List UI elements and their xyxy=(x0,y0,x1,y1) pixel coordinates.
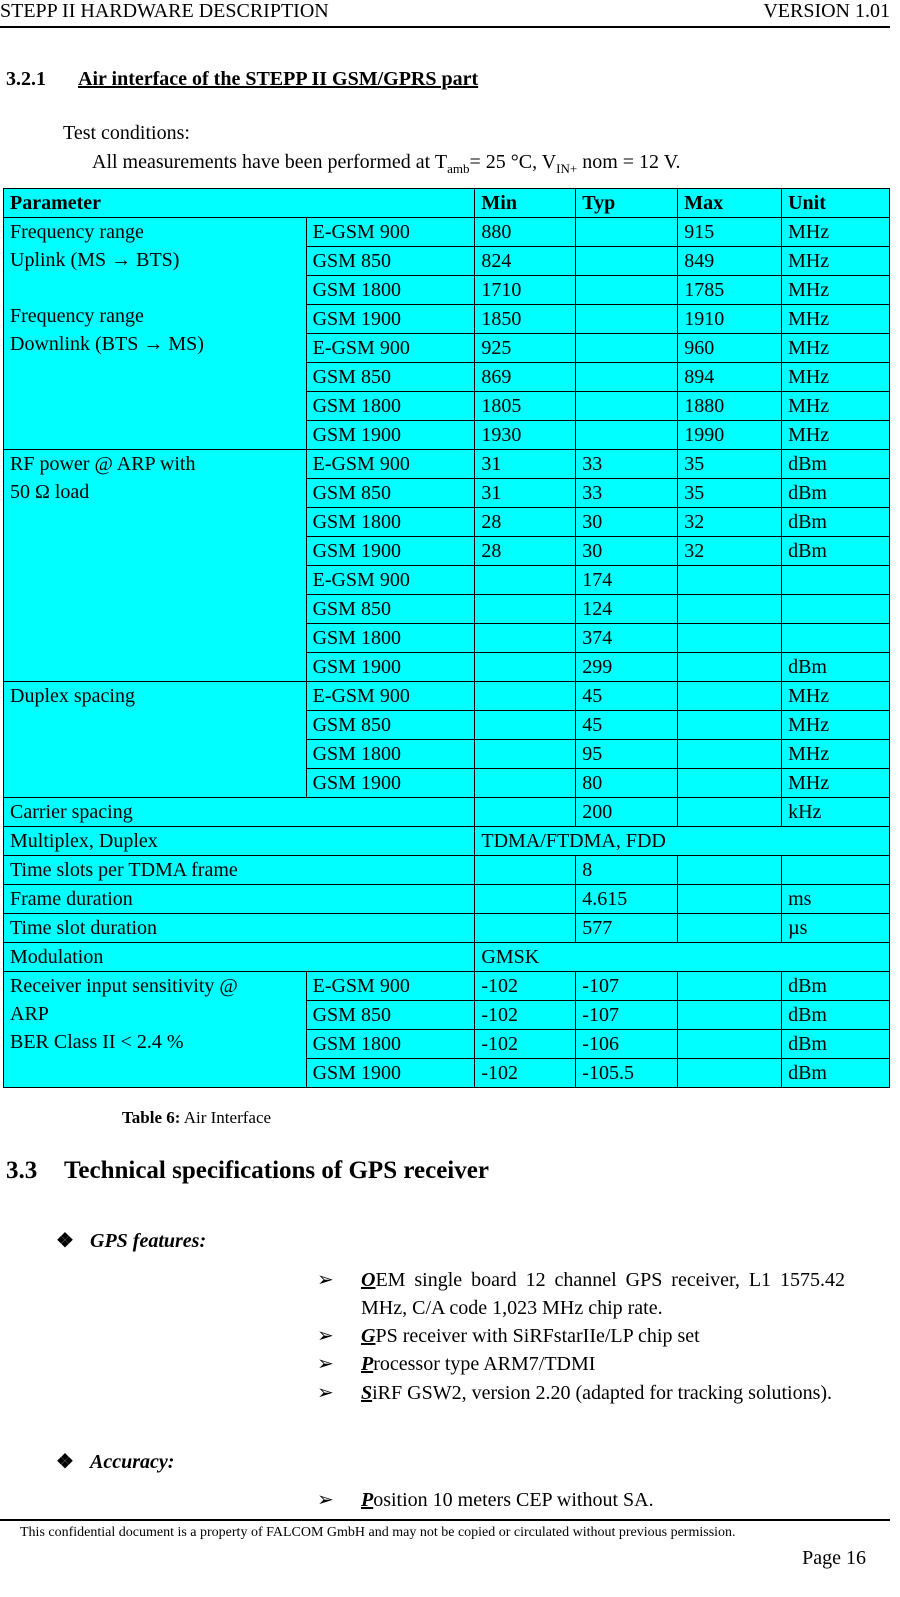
value-cell: GMSK xyxy=(475,943,890,972)
typ-cell: 80 xyxy=(576,769,678,798)
gps-feature-item: ➢ Processor type ARM7/TDMI xyxy=(317,1350,845,1378)
min-cell: 28 xyxy=(475,508,576,537)
min-cell xyxy=(475,798,576,827)
typ-cell: 200 xyxy=(576,798,678,827)
unit-cell: dBm xyxy=(782,653,890,682)
max-cell: 1785 xyxy=(678,276,782,305)
unit-cell: kHz xyxy=(782,798,890,827)
band-cell: GSM 1800 xyxy=(306,624,475,653)
table-row xyxy=(4,798,890,827)
arrow-bullet-icon: ➢ xyxy=(317,1353,334,1375)
rf-power-label: RF power @ ARP with 50 Ω load xyxy=(4,450,307,682)
modulation-label: Modulation xyxy=(4,943,475,972)
typ-cell xyxy=(576,305,678,334)
table-row xyxy=(4,972,890,1001)
confidential-note: This confidential document is a property of FALCOM GmbH and may not be copied or circulated without previous permission. xyxy=(20,1525,736,1540)
min-cell: -102 xyxy=(475,972,576,1001)
band-cell: GSM 850 xyxy=(306,247,475,276)
band-cell: E-GSM 900 xyxy=(306,972,475,1001)
band-cell: GSM 1800 xyxy=(306,276,475,305)
max-cell: 849 xyxy=(678,247,782,276)
min-cell: 925 xyxy=(475,334,576,363)
typ-cell xyxy=(576,334,678,363)
typ-cell: 33 xyxy=(576,479,678,508)
header-unit: Unit xyxy=(782,189,890,218)
unit-cell: MHz xyxy=(782,769,890,798)
max-cell: 35 xyxy=(678,450,782,479)
max-cell xyxy=(678,972,782,1001)
min-cell xyxy=(475,711,576,740)
header-version: VERSION 1.01 xyxy=(763,0,890,22)
table-row xyxy=(4,450,890,479)
max-cell xyxy=(678,1001,782,1030)
min-cell: -102 xyxy=(475,1030,576,1059)
min-cell xyxy=(475,885,576,914)
arrow-bullet-icon: ➢ xyxy=(317,1382,334,1404)
min-cell xyxy=(475,914,576,943)
max-cell: 32 xyxy=(678,537,782,566)
typ-cell xyxy=(576,247,678,276)
section2-heading: 3.3 Technical specifications of GPS receiver xyxy=(6,1157,489,1184)
table-row xyxy=(4,914,890,943)
max-cell xyxy=(678,653,782,682)
max-cell: 915 xyxy=(678,218,782,247)
band-cell: E-GSM 900 xyxy=(306,334,475,363)
header-parameter: Parameter xyxy=(4,189,475,218)
max-cell xyxy=(678,595,782,624)
carrier-spacing-label: Carrier spacing xyxy=(4,798,475,827)
band-cell: GSM 850 xyxy=(306,479,475,508)
frequency-range-label: Frequency range Uplink (MS → BTS) Frequency range Downlink (BTS → MS) xyxy=(4,218,307,450)
max-cell xyxy=(678,1030,782,1059)
header-typ: Typ xyxy=(576,189,678,218)
min-cell xyxy=(475,769,576,798)
band-cell: GSM 850 xyxy=(306,595,475,624)
diamond-bullet-icon: ❖ xyxy=(56,1451,74,1473)
band-cell: GSM 850 xyxy=(306,363,475,392)
typ-cell: 374 xyxy=(576,624,678,653)
unit-cell: dBm xyxy=(782,1001,890,1030)
unit-cell: dBm xyxy=(782,1030,890,1059)
page-footer xyxy=(0,1519,890,1569)
band-cell: E-GSM 900 xyxy=(306,218,475,247)
typ-cell: 299 xyxy=(576,653,678,682)
gps-feature-item: ➢ SiRF GSW2, version 2.20 (adapted for tracking solutions). xyxy=(317,1379,845,1407)
unit-cell: MHz xyxy=(782,711,890,740)
unit-cell: MHz xyxy=(782,363,890,392)
max-cell xyxy=(678,740,782,769)
min-cell: 880 xyxy=(475,218,576,247)
header-max: Max xyxy=(678,189,782,218)
typ-cell: 30 xyxy=(576,508,678,537)
unit-cell xyxy=(782,595,890,624)
gps-features-heading: ❖ GPS features: xyxy=(56,1230,207,1252)
duplex-spacing-label: Duplex spacing xyxy=(4,682,307,798)
header-title: STEPP II HARDWARE DESCRIPTION xyxy=(0,0,329,22)
unit-cell xyxy=(782,624,890,653)
accuracy-heading: ❖ Accuracy: xyxy=(56,1451,175,1473)
typ-cell: 45 xyxy=(576,682,678,711)
min-cell: 31 xyxy=(475,479,576,508)
typ-cell: 124 xyxy=(576,595,678,624)
section-heading xyxy=(6,68,478,91)
table-row xyxy=(4,885,890,914)
multiplex-label: Multiplex, Duplex xyxy=(4,827,475,856)
value-cell: TDMA/FTDMA, FDD xyxy=(475,827,890,856)
min-cell xyxy=(475,624,576,653)
typ-cell xyxy=(576,392,678,421)
max-cell: 960 xyxy=(678,334,782,363)
typ-cell: 577 xyxy=(576,914,678,943)
band-cell: GSM 1900 xyxy=(306,653,475,682)
slot-duration-label: Time slot duration xyxy=(4,914,475,943)
max-cell xyxy=(678,856,782,885)
unit-cell: MHz xyxy=(782,305,890,334)
band-cell: GSM 1900 xyxy=(306,421,475,450)
max-cell xyxy=(678,769,782,798)
header-min: Min xyxy=(475,189,576,218)
unit-cell xyxy=(782,566,890,595)
table-row xyxy=(4,189,890,218)
min-cell: 1930 xyxy=(475,421,576,450)
unit-cell: ms xyxy=(782,885,890,914)
sensitivity-label: Receiver input sensitivity @ ARP BER Class II < 2.4 % xyxy=(4,972,307,1088)
min-cell xyxy=(475,653,576,682)
max-cell: 894 xyxy=(678,363,782,392)
test-conditions-label: Test conditions: xyxy=(63,122,190,144)
min-cell: -102 xyxy=(475,1059,576,1088)
min-cell xyxy=(475,566,576,595)
typ-cell: 33 xyxy=(576,450,678,479)
band-cell: E-GSM 900 xyxy=(306,566,475,595)
table-row xyxy=(4,943,890,972)
arrow-bullet-icon: ➢ xyxy=(317,1325,334,1347)
unit-cell: dBm xyxy=(782,479,890,508)
gps-feature-item: ➢ GPS receiver with SiRFstarIIe/LP chip set xyxy=(317,1322,845,1350)
max-cell: 1990 xyxy=(678,421,782,450)
min-cell: 28 xyxy=(475,537,576,566)
unit-cell: MHz xyxy=(782,334,890,363)
unit-cell: MHz xyxy=(782,392,890,421)
table-caption: Table 6: Air Interface xyxy=(122,1108,272,1127)
page-number: Page 16 xyxy=(802,1547,866,1569)
unit-cell: MHz xyxy=(782,276,890,305)
timeslots-label: Time slots per TDMA frame xyxy=(4,856,475,885)
band-cell: GSM 1900 xyxy=(306,305,475,334)
min-cell xyxy=(475,595,576,624)
band-cell: GSM 850 xyxy=(306,1001,475,1030)
typ-cell: -105.5 xyxy=(576,1059,678,1088)
band-cell: GSM 850 xyxy=(306,711,475,740)
unit-cell: dBm xyxy=(782,450,890,479)
page-header xyxy=(0,0,890,28)
min-cell: 1805 xyxy=(475,392,576,421)
max-cell xyxy=(678,885,782,914)
diamond-bullet-icon: ❖ xyxy=(56,1230,74,1252)
max-cell xyxy=(678,711,782,740)
unit-cell: MHz xyxy=(782,247,890,276)
section-title: Air interface of the STEPP II GSM/GPRS part xyxy=(78,68,479,90)
band-cell: GSM 1800 xyxy=(306,740,475,769)
max-cell xyxy=(678,798,782,827)
arrow-bullet-icon: ➢ xyxy=(317,1269,334,1291)
max-cell xyxy=(678,914,782,943)
max-cell: 32 xyxy=(678,508,782,537)
unit-cell: MHz xyxy=(782,740,890,769)
min-cell: 31 xyxy=(475,450,576,479)
typ-cell: 30 xyxy=(576,537,678,566)
max-cell xyxy=(678,1059,782,1088)
table-row xyxy=(4,827,890,856)
band-cell: E-GSM 900 xyxy=(306,682,475,711)
table-row xyxy=(4,682,890,711)
min-cell xyxy=(475,740,576,769)
max-cell xyxy=(678,682,782,711)
table-row xyxy=(4,856,890,885)
unit-cell: MHz xyxy=(782,218,890,247)
test-conditions-text: All measurements have been performed at $T_{amb}= 25$ °C, $V_{IN+}$ nom = 12 V. xyxy=(92,151,681,176)
min-cell xyxy=(475,856,576,885)
band-cell: GSM 1800 xyxy=(306,1030,475,1059)
max-cell xyxy=(678,566,782,595)
band-cell: GSM 1900 xyxy=(306,769,475,798)
min-cell: 1710 xyxy=(475,276,576,305)
unit-cell: MHz xyxy=(782,682,890,711)
typ-cell xyxy=(576,276,678,305)
unit-cell: dBm xyxy=(782,537,890,566)
section-number: 3.2.1 xyxy=(6,68,46,90)
gps-feature-item: ➢ OEM single board 12 channel GPS receiver, L1 1575.42 MHz, C/A code 1,023 MHz chip rate. xyxy=(317,1266,845,1322)
typ-cell xyxy=(576,363,678,392)
arrow-bullet-icon: ➢ xyxy=(317,1489,334,1511)
min-cell xyxy=(475,682,576,711)
unit-cell: MHz xyxy=(782,421,890,450)
band-cell: GSM 1800 xyxy=(306,508,475,537)
typ-cell: 8 xyxy=(576,856,678,885)
min-cell: 824 xyxy=(475,247,576,276)
typ-cell: -107 xyxy=(576,1001,678,1030)
typ-cell: 45 xyxy=(576,711,678,740)
typ-cell: 95 xyxy=(576,740,678,769)
unit-cell: dBm xyxy=(782,1059,890,1088)
accuracy-item: ➢ Position 10 meters CEP without SA. xyxy=(317,1486,845,1514)
max-cell: 1880 xyxy=(678,392,782,421)
unit-cell: µs xyxy=(782,914,890,943)
unit-cell xyxy=(782,856,890,885)
band-cell: GSM 1800 xyxy=(306,392,475,421)
max-cell xyxy=(678,624,782,653)
table-row xyxy=(4,218,890,247)
min-cell: -102 xyxy=(475,1001,576,1030)
typ-cell xyxy=(576,218,678,247)
typ-cell: -107 xyxy=(576,972,678,1001)
min-cell: 1850 xyxy=(475,305,576,334)
typ-cell: 4.615 xyxy=(576,885,678,914)
max-cell: 35 xyxy=(678,479,782,508)
typ-cell xyxy=(576,421,678,450)
band-cell: GSM 1900 xyxy=(306,537,475,566)
max-cell: 1910 xyxy=(678,305,782,334)
band-cell: GSM 1900 xyxy=(306,1059,475,1088)
typ-cell: 174 xyxy=(576,566,678,595)
unit-cell: dBm xyxy=(782,508,890,537)
unit-cell: dBm xyxy=(782,972,890,1001)
band-cell: E-GSM 900 xyxy=(306,450,475,479)
min-cell: 869 xyxy=(475,363,576,392)
frame-duration-label: Frame duration xyxy=(4,885,475,914)
typ-cell: -106 xyxy=(576,1030,678,1059)
air-interface-table xyxy=(3,188,890,1088)
